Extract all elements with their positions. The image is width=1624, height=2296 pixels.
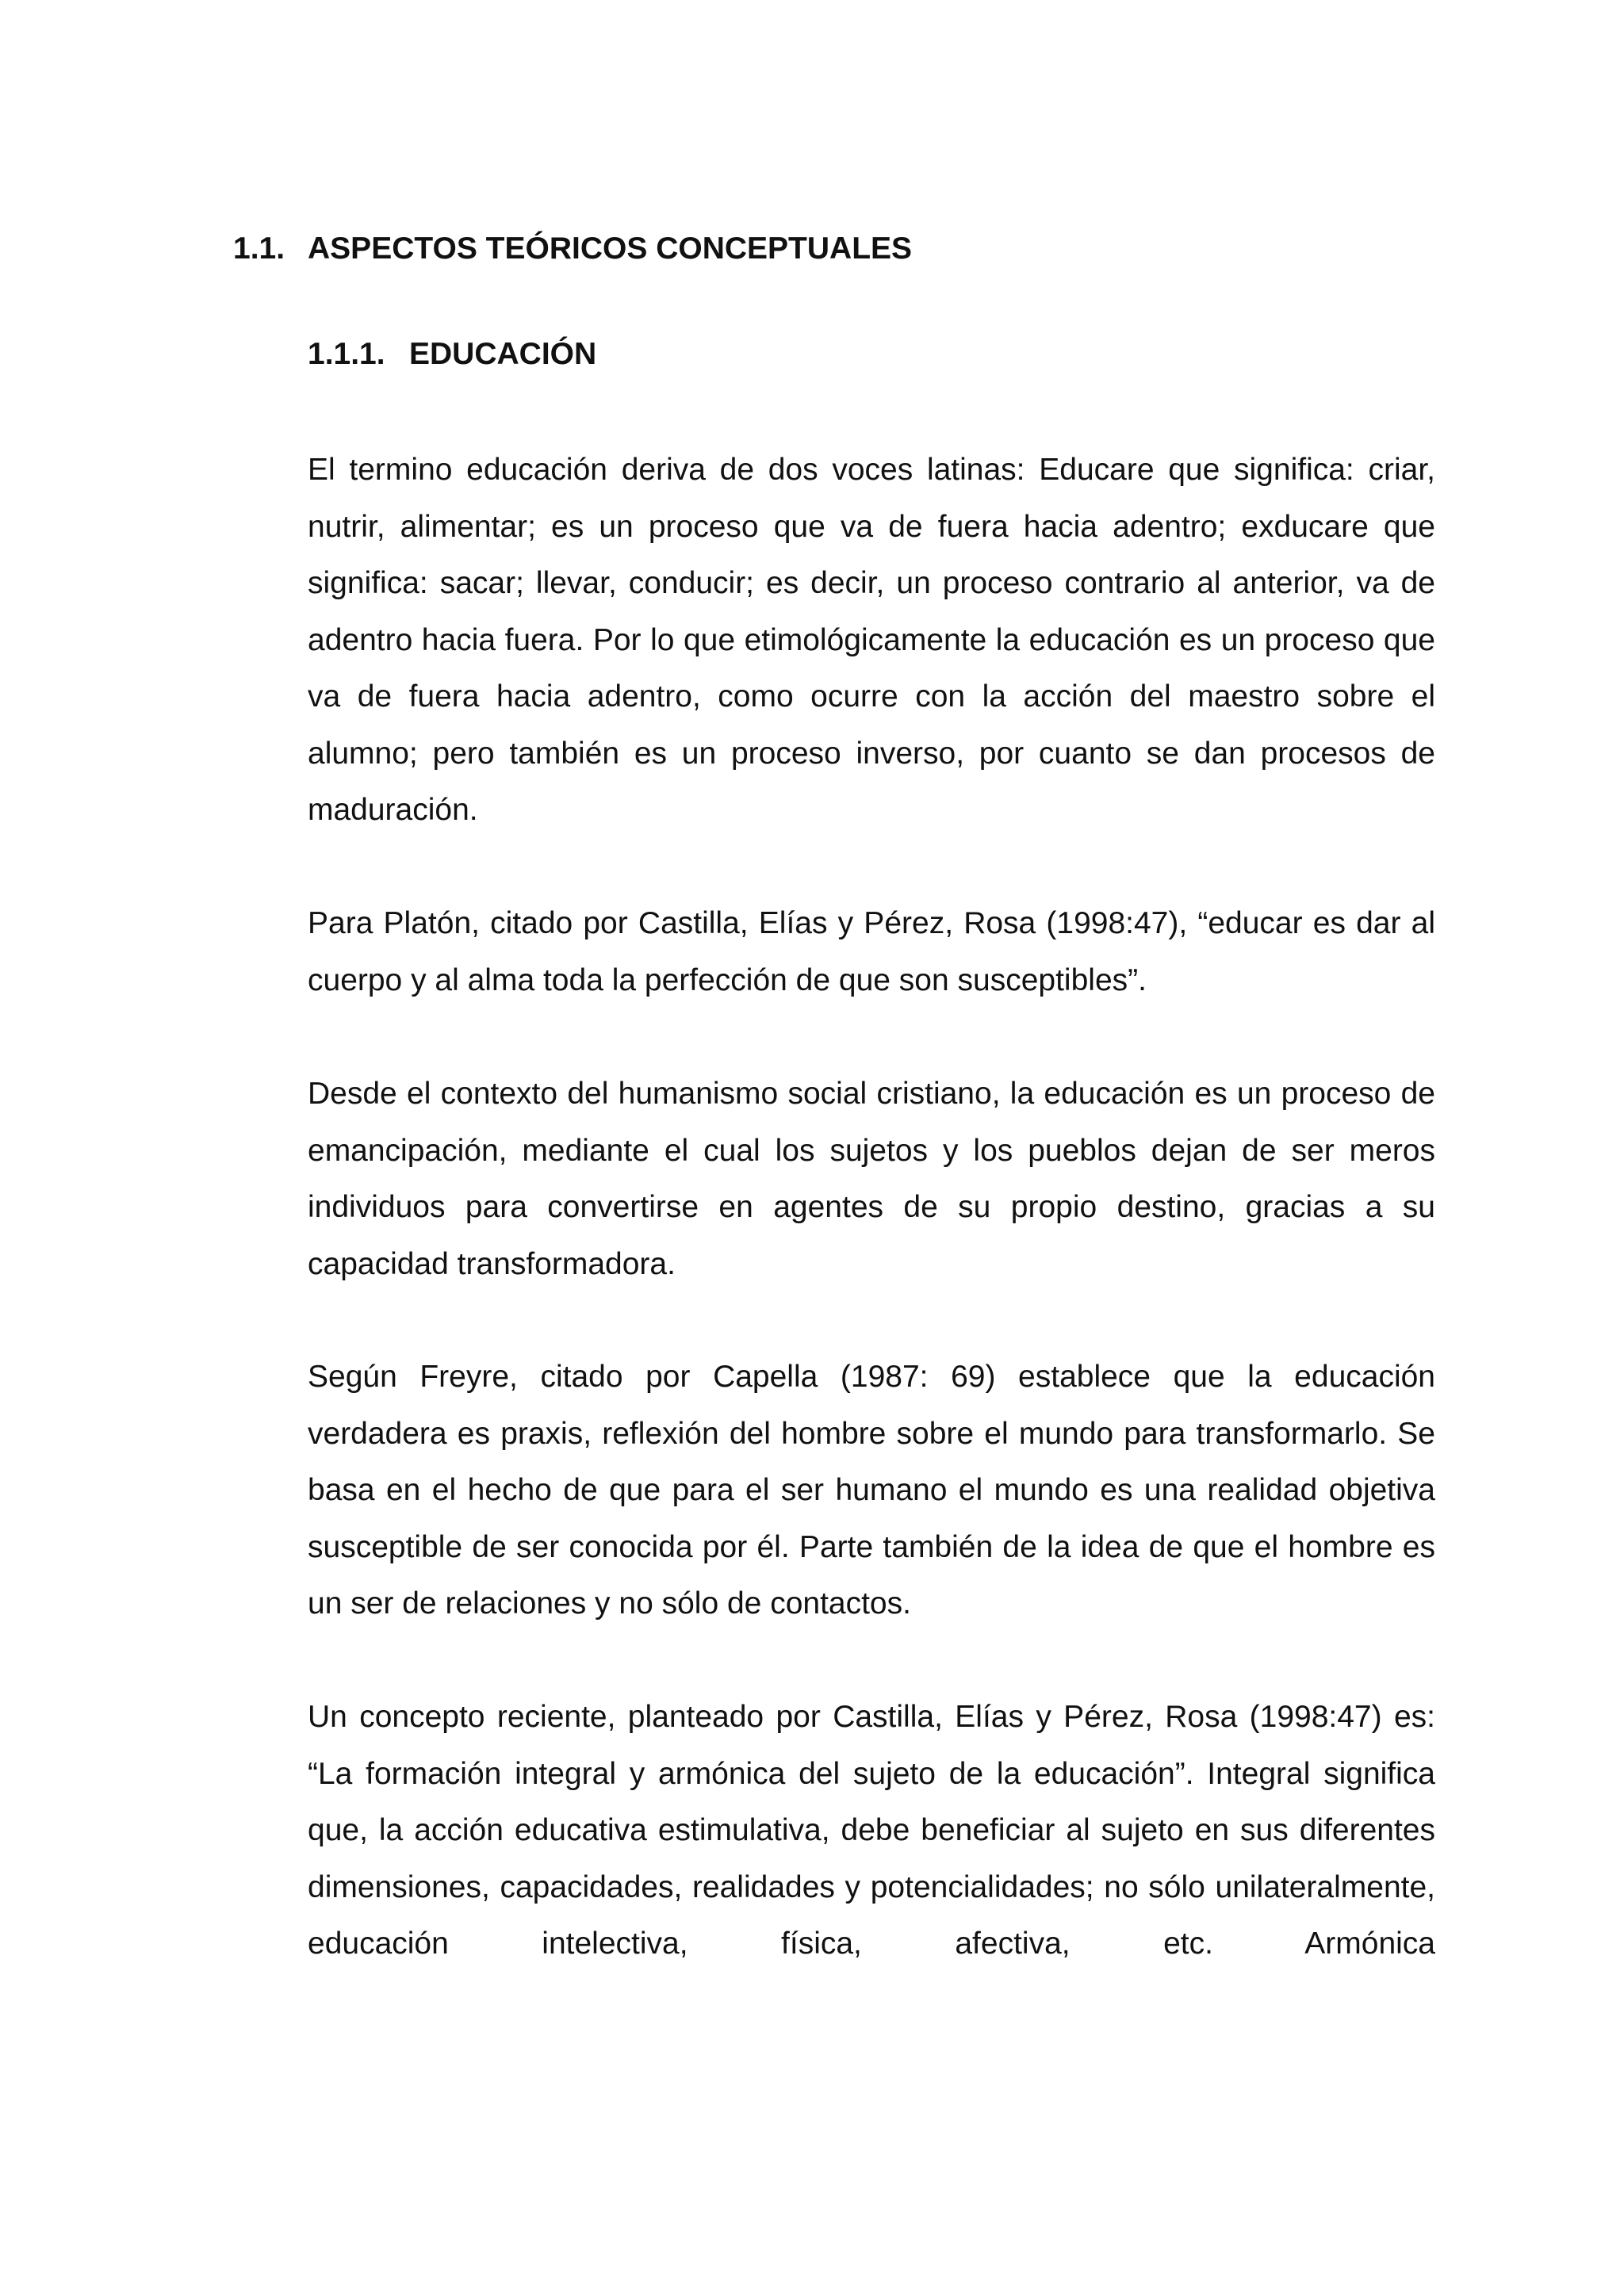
paragraph-humanismo: Desde el contexto del humanismo social cristiano, la educación es un proceso de emancipación, mediante el cual los sujetos y los pueblos dejan de ser meros individuos para convertirse en agentes de su propio destino, gracias a su capacidad transformadora. (308, 1077, 1435, 1281)
subsection-number: 1.1.1. (308, 337, 385, 371)
section-title: ASPECTOS TEÓRICOS CONCEPTUALES (308, 232, 913, 266)
paragraph-concepto-reciente: Un concepto reciente, planteado por Castilla, Elías y Pérez, Rosa (1998:47) es: “La formación integral y armónica del sujeto de la educación”. Integral significa que, la acción educativa estimulativa, debe beneficiar al sujeto en sus diferentes dimensiones, capacidades, realidades y potencialidades; no sólo unilateralmente, educación intelectiva, física, afectiva, etc. Armónica (308, 1700, 1435, 1961)
paragraph-platon: Para Platón, citado por Castilla, Elías y Pérez, Rosa (1998:47), “educar es dar al cuerpo y al alma toda la perfección de que son susceptibles”. (308, 906, 1435, 997)
paragraph-etymology: El termino educación deriva de dos voces latinas: Educare que significa: criar, nutrir, alimentar; es un proceso que va de fuera hacia adentro; exducare que significa: sacar; llevar, conducir; es decir, un proceso contrario al anterior, va de adentro hacia fuera. Por lo que etimológicamente la educación es un proceso que va de fuera hacia adentro, como ocurre con la acción del maestro sobre el alumno; pero también es un proceso inverso, por cuanto se dan procesos de maduración. (308, 453, 1435, 827)
paragraph-freyre: Según Freyre, citado por Capella (1987: 69) establece que la educación verdadera es praxis, reflexión del hombre sobre el mundo para transformarlo. Se basa en el hecho de que para el ser humano el mundo es una realidad objetiva susceptible de ser conocida por él. Parte también de la idea de que el hombre es un ser de relaciones y no sólo de contactos. (308, 1360, 1435, 1621)
subsection-title: EDUCACIÓN (409, 337, 597, 371)
section-number: 1.1. (233, 232, 285, 266)
subsection-heading (308, 337, 596, 372)
section-heading (233, 232, 912, 266)
